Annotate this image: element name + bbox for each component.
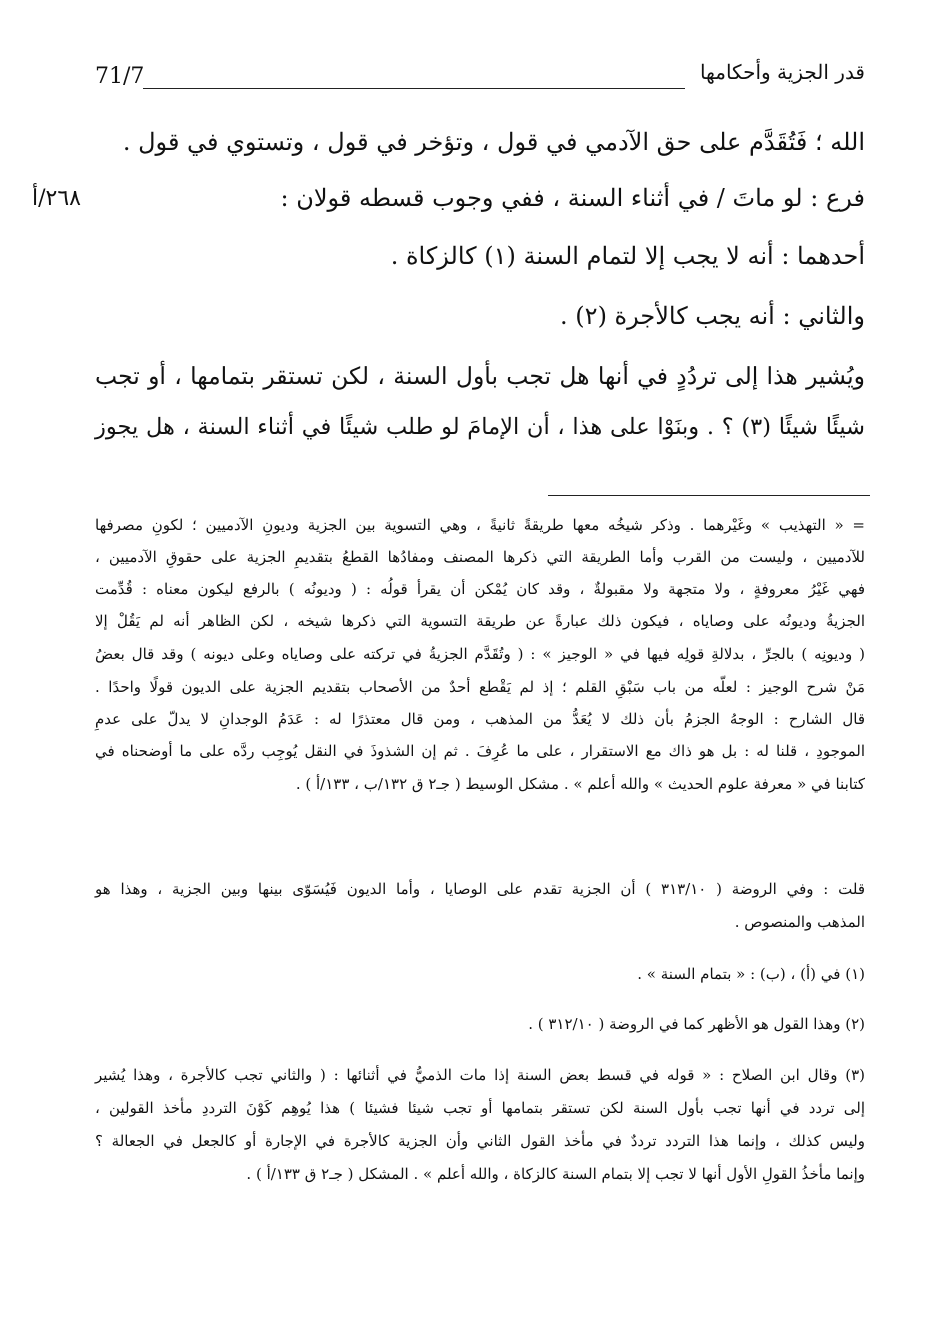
- header-page-ref: 71/7: [95, 64, 145, 89]
- running-header: [95, 58, 865, 98]
- footnote-line: فهي غَيْرُ معروفةٍ ، ولا متجهة ولا مقبولةٌ ، وقد كان يُمْكن أن يقرأ قولُه : ( وديونُه ) بالرفع ليكون معناه : قُدِّمت: [95, 580, 865, 598]
- header-rule: [143, 88, 685, 89]
- footnote-3-line: وإنما مأخذُ القولِ الأول أنها لا تجب إلا بتمام السنة كالزكاة ، والله أعلم » . المشكل ( جـ٢ ق ١٣٣/أ ) .: [246, 1165, 865, 1183]
- footnote-line: قلت : وفي الروضة ( ٣١٣/١٠ ) أن الجزية تقدم على الوصايا ، وأما الديون فَيُسَوّى بينها وبين الجزية ، وهذا هو: [95, 880, 865, 898]
- footnote-line: للآدميين ، وليست من القرب وأما الطريقة التي ذكرها المصنف ومفادُها القطعُ بتقديمِ الجزية على حقوقِ الآدميين ،: [95, 548, 865, 566]
- body-line: ويُشير هذا إلى تردُدٍ في أنها هل تجب بأول السنة ، لكن تستقر بتمامها ، أو تجب: [95, 362, 865, 390]
- footnote-line: مَنْ شرح الوجيز : لعلّه من باب سَبْقِ القلم ؛ إذ لم يَقْطع أحدٌ من الأصحاب بتقديم الجزية على الديون قولًا واحدًا .: [95, 678, 865, 696]
- footnote-3-line: إلى تردد في أنها تجب بأول السنة لكن تستقر بتمامها أو تجب شيئا فشيئا ) هذا يُوهِم كَوْنَ الترددِ مأخذ القولين ،: [95, 1099, 865, 1117]
- footnote-2: (٢) وهذا القول هو الأظهر كما في الروضة ( ٣١٢/١٠ ) .: [528, 1015, 865, 1033]
- footnote-line: = « التهذيب » وغَيْرهما . وذكر شيخُه معها طريقةً ثانيةً ، وهي التسوية بين الجزية وديونِ الآدميين ؛ لكونِ مصرفها: [95, 516, 865, 534]
- body-line: شيئًا شيئًا (٣) ؟ . وبنَوْا على هذا ، أن الإمامَ لو طلب شيئًا في أثناء السنة ، هل يجوز: [95, 414, 865, 440]
- footnote-3-line: وليس كذلك ، وإنما هذا التردد ترددٌ في مأخذ القول الثاني وأن الجزية كالأجرة في الإجارة أو كالجعل في الجعالة ؟: [95, 1132, 865, 1150]
- footnote-line: كتابنا في « معرفة علوم الحديث » والله أعلم » . مشكل الوسيط ( جـ٢ ق ١٣٢/ب ، ١٣٣/أ ) .: [295, 775, 865, 793]
- body-line: والثاني : أنه يجب كالأجرة (٢) .: [560, 302, 865, 330]
- footnote-line: ( وديونِه ) بالجرِّ ، بدلالةِ قولِه فيها في « الوجيز » : ( وتُقَدَّم الجزيةُ في تركته على وصاياه وعلى ديونه ) وقد قال بعضُ: [95, 645, 865, 663]
- body-line: الله ؛ فَتُقَدَّم على حق الآدمي في قول ، وتؤخر في قول ، وتستوي في قول .: [122, 128, 865, 156]
- footnote-line: الجزيةُ وديونُه على وصاياه ، فيكون ذلك عبارةً عن طريقة التسوية التي ذكرها شيخه ، لكن الظاهر أنه لم يَقُلْ إلا: [95, 612, 865, 630]
- body-line: فرع : لو ماتَ / في أثناء السنة ، ففي وجوب قسطه قولان :: [280, 184, 865, 212]
- footnote-line: قال الشارح : الوجهُ الجزمُ بأن ذلك لا يُعَدُّ من المذهب ، ومن قال معتذرًا له : عَدَمُ الوجدانِ لا يدلّ على عدمِ: [95, 710, 865, 728]
- footnote-line: الموجودِ ، قلنا له : بل هو ذاك مع الاستقرار ، على ما عُرِفَ . ثم إن الشذوذَ في النقل يُوجِب ردَّه على ما أوضحناه في: [95, 742, 865, 760]
- footnote-3-line: (٣) وقال ابن الصلاح : « قوله في قسط بعض السنة إذا مات الذميُّ في أثنائها : ( والثاني تجب كالأجرة ، وهذا يُشير: [95, 1066, 865, 1084]
- footnote-line: المذهب والمنصوص .: [734, 913, 865, 931]
- margin-folio-note: ٢٦٨/أ: [32, 186, 81, 211]
- footnote-1: (١) في (أ) ، (ب) : « بتمام السنة » .: [637, 965, 865, 983]
- footnote-separator: [548, 495, 870, 496]
- header-title: قدر الجزية وأحكامها: [699, 60, 865, 84]
- body-line: أحدهما : أنه لا يجب إلا لتمام السنة (١) كالزكاة .: [390, 242, 865, 270]
